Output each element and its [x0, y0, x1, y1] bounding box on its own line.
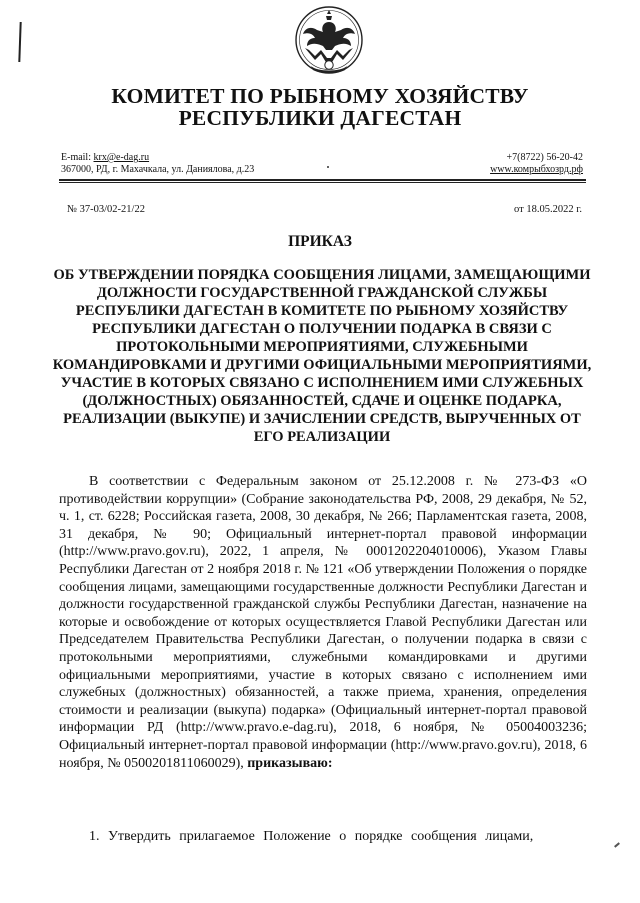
dagestan-coat-of-arms-icon — [293, 2, 365, 76]
phone: +7(8722) 56-20-42 — [506, 152, 583, 163]
preamble-paragraph — [59, 473, 587, 772]
order-action-word: приказываю: — [247, 755, 333, 771]
header-rule-thin — [59, 182, 586, 183]
scan-mark — [18, 22, 21, 62]
preamble-text: В соответствии с Федеральным законом от 25.12.2008 г. № 273-ФЗ «О противодействии коррупции» (Собрание законодательства РФ, 2008, 29 декабря, № 52, ч. 1, ст. 6228; Российская газета, 2008, 30 декабря, № 266; Парламентская газета, 2008, 31 декабря, № 90; Официальный интернет-портал правовой информации (http://www.pravo.gov.ru), 2022, 1 апреля, № 0001202204010006), Указом Главы Республики Дагестан от 2 ноября 2018 г. № 121 «Об утверждении Положения о порядке сообщения лицами, замещающими государственные должности Республики Дагестан и должности государственной гражданской службы Республики Дагестан, назначение на которые и освобождение от которых осуществляется Главой Республики Дагестан или Председателем Правительства Республики Дагестан, о получении подарка в связи с протокольными мероприятиями, служебными командировками и другими официальными мероприятиями, участие в которых связано с исполнением ими служебных (должностных) обязанностей, а также приема, хранения, определения стоимости и реализации (выкупа) подарка» (Официальный интернет-портал правовой информации РД (http://www.pravo.e-dag.ru), 2018, 6 ноября, № 05004003236; Официальный интернет-портал правовой информации (http://www.pravo.gov.ru), 2018, 6 ноября, № 0500201811060029), — [59, 474, 587, 771]
order-item-number: 1. — [89, 829, 100, 844]
org-name-line-2: РЕСПУБЛИКИ ДАГЕСТАН — [178, 106, 462, 130]
website-link[interactable]: www.комрыбхозрд.рф — [490, 164, 583, 175]
order-item-text: Утвердить прилагаемое Положение о порядке сообщения лицами, — [108, 829, 534, 844]
contact-block-right — [490, 152, 583, 176]
email-link[interactable]: krx@e-dag.ru — [93, 152, 150, 163]
scan-mark-corner — [614, 842, 620, 847]
order-item-1 — [59, 828, 587, 846]
document-subject: ОБ УТВЕРЖДЕНИИ ПОРЯДКА СООБЩЕНИЯ ЛИЦАМИ, ЗАМЕЩАЮЩИМИ ДОЛЖНОСТИ ГОСУДАРСТВЕННОЙ ГРАЖДАНСКОЙ СЛУЖБЫ РЕСПУБЛИКИ ДАГЕСТАН В КОМИТЕТЕ ПО РЫБНОМУ ХОЗЯЙСТВУ РЕСПУБЛИКИ ДАГЕСТАН О ПОЛУЧЕНИИ ПОДАРКА В СВЯЗИ С ПРОТОКОЛЬНЫМИ МЕРОПРИЯТИЯМИ, СЛУЖЕБНЫМИ КОМАНДИРОВКАМИ И ДРУГИМИ ОФИЦИАЛЬНЫМИ МЕРОПРИЯТИЯМИ, УЧАСТИЕ В КОТОРЫХ СВЯЗАНО С ИСПОЛНЕНИЕМ ИМИ СЛУЖЕБНЫХ (ДОЛЖНОСТНЫХ) ОБЯЗАННОСТЕЙ, СДАЧЕ И ОЦЕНКЕ ПОДАРКА, РЕАЛИЗАЦИИ (ВЫКУПЕ) И ЗАЧИСЛЕНИИ СРЕДСТВ, ВЫРУЧЕННЫХ ОТ ЕГО РЕАЛИЗАЦИИ — [52, 267, 592, 445]
document-number: № 37-03/02-21/22 — [67, 204, 145, 215]
email-label: E-mail: — [61, 152, 91, 163]
document-heading: ПРИКАЗ — [288, 233, 352, 250]
document-date: от 18.05.2022 г. — [514, 204, 582, 215]
contact-block-left — [61, 152, 254, 176]
header-rule-thick — [59, 179, 586, 181]
scan-dot — [327, 166, 329, 168]
address: 367000, РД, г. Махачкала, ул. Даниялова, д.23 — [61, 164, 255, 175]
org-name-line-1: КОМИТЕТ ПО РЫБНОМУ ХОЗЯЙСТВУ — [111, 84, 529, 108]
